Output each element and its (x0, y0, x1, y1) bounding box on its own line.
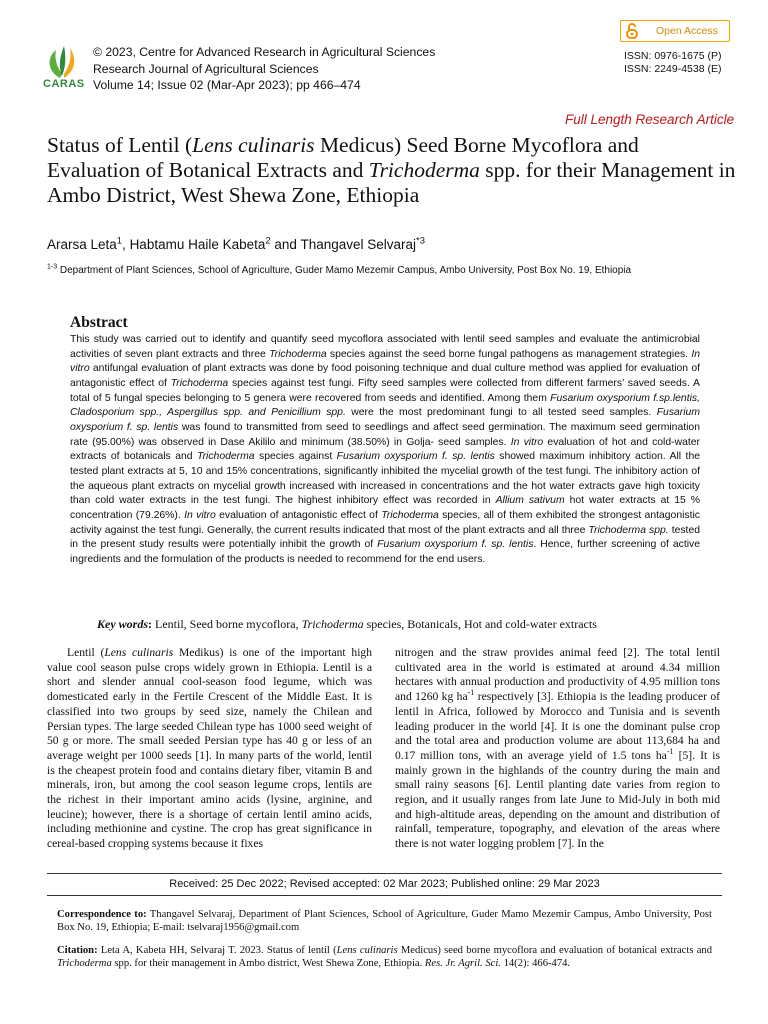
journal-name: Research Journal of Agricultural Sciences (93, 61, 319, 76)
issn-print: ISSN: 0976-1675 (P) (624, 50, 722, 62)
author-2: Habtamu Haile Kabeta (129, 237, 266, 252)
footer-divider-top (47, 873, 722, 874)
keywords: Key words: Lentil, Seed borne mycoflora, Trichoderma species, Botanicals, Hot and cold-water extracts (97, 617, 597, 631)
article-type: Full Length Research Article (565, 112, 735, 127)
abstract-body: This study was carried out to identify and quantify seed mycoflora associated with lentil seed samples and evaluate the antimicrobial activities of seven plant extracts and three Trichoderma species against the seed borne fungal pathogens as management strategies. In vitro antifungal evaluation of plant extracts was done by food poisoning technique and dual culture method was applied for evaluation of antagonistic effect of Trichoderma species against test fungi. Fifty seed samples were collected from different farmers’ saved seeds. A total of 5 fungal species belonging to 5 genera were recovered from seeds and identified. Among them Fusarium oxysporium f.sp.lentis, Cladosporium spp., Aspergillus spp. and Penicillium spp. were the most predominant fungi to all tested seed samples. Fusarium oxysporium f. sp. lentis was found to transmitted from seed to seedlings and affect seed germination. The maximum seed germination rate (95.00%) was observed in Dase Akililo and minimum (38.50%) in Golja- seed samples. In vitro evaluation of hot and cold-water extracts of botanicals and Trichoderma species against Fusarium oxysporium f. sp. lentis showed maximum inhibitory action. All the tested plant extracts at 5, 10 and 15% concentrations, significantly inhibited the mycelial growth of the test fungi. The inhibitory action of the aqueous plant extracts on mycelial growth increased with increased in concentrations and the hot water extracts gave high toxicity than cold water extracts in the test fungi. The highest inhibitory effect was recorded in Allium sativum hot water extracts at 15 % concentration (79.26%). In vitro evaluation of antagonistic effect of Trichoderma species, all of them exhibited the strongest antagonistic activity against the test fungi. Generally, the current results indicated that most of the plant extracts and all three Trichoderma spp. tested in the present study results were potentially inhibit the growth of Fusarium oxysporium f. sp. lentis. Hence, further screening of active ingredients and the formulation of the products is needed to recommend for the end users. (70, 334, 701, 565)
citation: Citation: Leta A, Kabeta HH, Selvaraj T. 2023. Status of lentil (Lens culinaris Medicus) seed borne mycoflora and evaluation of botanical extracts and Trichoderma spp. for their management in Ambo district, West Shewa Zone, Ethiopia. Res. Jr. Agril. Sci. 14(2): 466-474. (57, 945, 712, 969)
logo-text: CARAS (43, 78, 85, 90)
body-column-left: Lentil (Lens culinaris Medikus) is one of the important high value cool season pulse crops widely grown in Ethiopia. Lentil is a short and slender annual cool-season food legume, which was domesticated early in the Fertile Crescent of the Middle East. It is classified into two groups by seed size, namely the Chilean and Persian types. The large seeded Chilean type has 1000 seed weight of 50 g or more. The small seeded Persian type has 40 g or less of an average weight per 1000 seeds [1]. In many parts of the world, lentil is the cheapest protein food and contains dietary fiber, vitamin B and minerals, iron, but among the cool season legume crops, lentils are the richest in their important amino acids (lysine, arginine, and leucine); however, there is a shortage of certain lentil amino acids, including methionine and cystine. The crop has great significance in cereal-based cropping systems because it fixes (47, 646, 373, 851)
received-dates: Received: 25 Dec 2022; Revised accepted: 02 Mar 2023; Published online: 29 Mar 2023 (169, 878, 600, 890)
author-1: Ararsa Leta (47, 237, 117, 252)
authors: Ararsa Leta$^1$, Habtamu Haile Kabeta$^2$ and Thangavel Selvaraj$^{*3}$ (47, 235, 425, 252)
footer-divider-bottom (47, 895, 722, 896)
paper-title: Status of Lentil (Lens culinaris Medicus) Seed Borne Mycoflora and Evaluation of Botanical Extracts and Trichoderma spp. for their Management in Ambo District, West Shewa Zone, Ethiopia (47, 133, 736, 207)
author-3: Thangavel Selvaraj (300, 237, 417, 252)
correspondence: Correspondence to: Thangavel Selvaraj, Department of Plant Sciences, School of Agriculture, Guder Mamo Mezemir Campus, Ambo University, Post Box No. 19, Ethiopia; E-mail: tselvaraj1956@gmail.com (57, 909, 712, 933)
open-access-lock-icon (625, 23, 639, 39)
issn-block (624, 50, 721, 76)
copyright-line: © 2023, Centre for Advanced Research in Agricultural Sciences (93, 45, 436, 59)
journal-header (93, 44, 435, 94)
issn-electronic: ISSN: 2249-4538 (E) (624, 63, 722, 75)
affiliation: $^{1-3}$ Department of Plant Sciences, School of Agriculture, Guder Mamo Mezemir Campus, Ambo University, Post Box No. 19, Ethiopia (47, 263, 632, 276)
volume-issue: Volume 14; Issue 02 (Mar-Apr 2023); pp 466–474 (93, 78, 361, 92)
body-column-right: nitrogen and the straw provides animal feed [2]. The total lentil cultivated area in the world is estimated at around 4.34 million hectares with annual production and productivity of 4.95 million tons and 1260 kg $ha^{-1}$ respectively [3]. Ethiopia is the leading producer of lentil in Africa, followed by Morocco and Tunisia and is seventh leading producer in the world [4]. It is one the dominant pulse crop and the total area and production volume are about 113,684 ha and 0.17 million tons, with an average yield of 1.5 tons $ha^{-1}$ [5]. It is mainly grown in the highlands of the country during the main and small rainy seasons [6]. Lentil planting date varies from region to region, and it usually ranges from late June to Mid-July in both mid and high-altitude areas, depending on the amount and distribution of rainfall, temperature, topography, and elevation of the areas where there is not water logging problem [7]. In the (395, 646, 720, 851)
open-access-label: Open Access (656, 25, 718, 37)
abstract-heading: Abstract (70, 314, 128, 331)
